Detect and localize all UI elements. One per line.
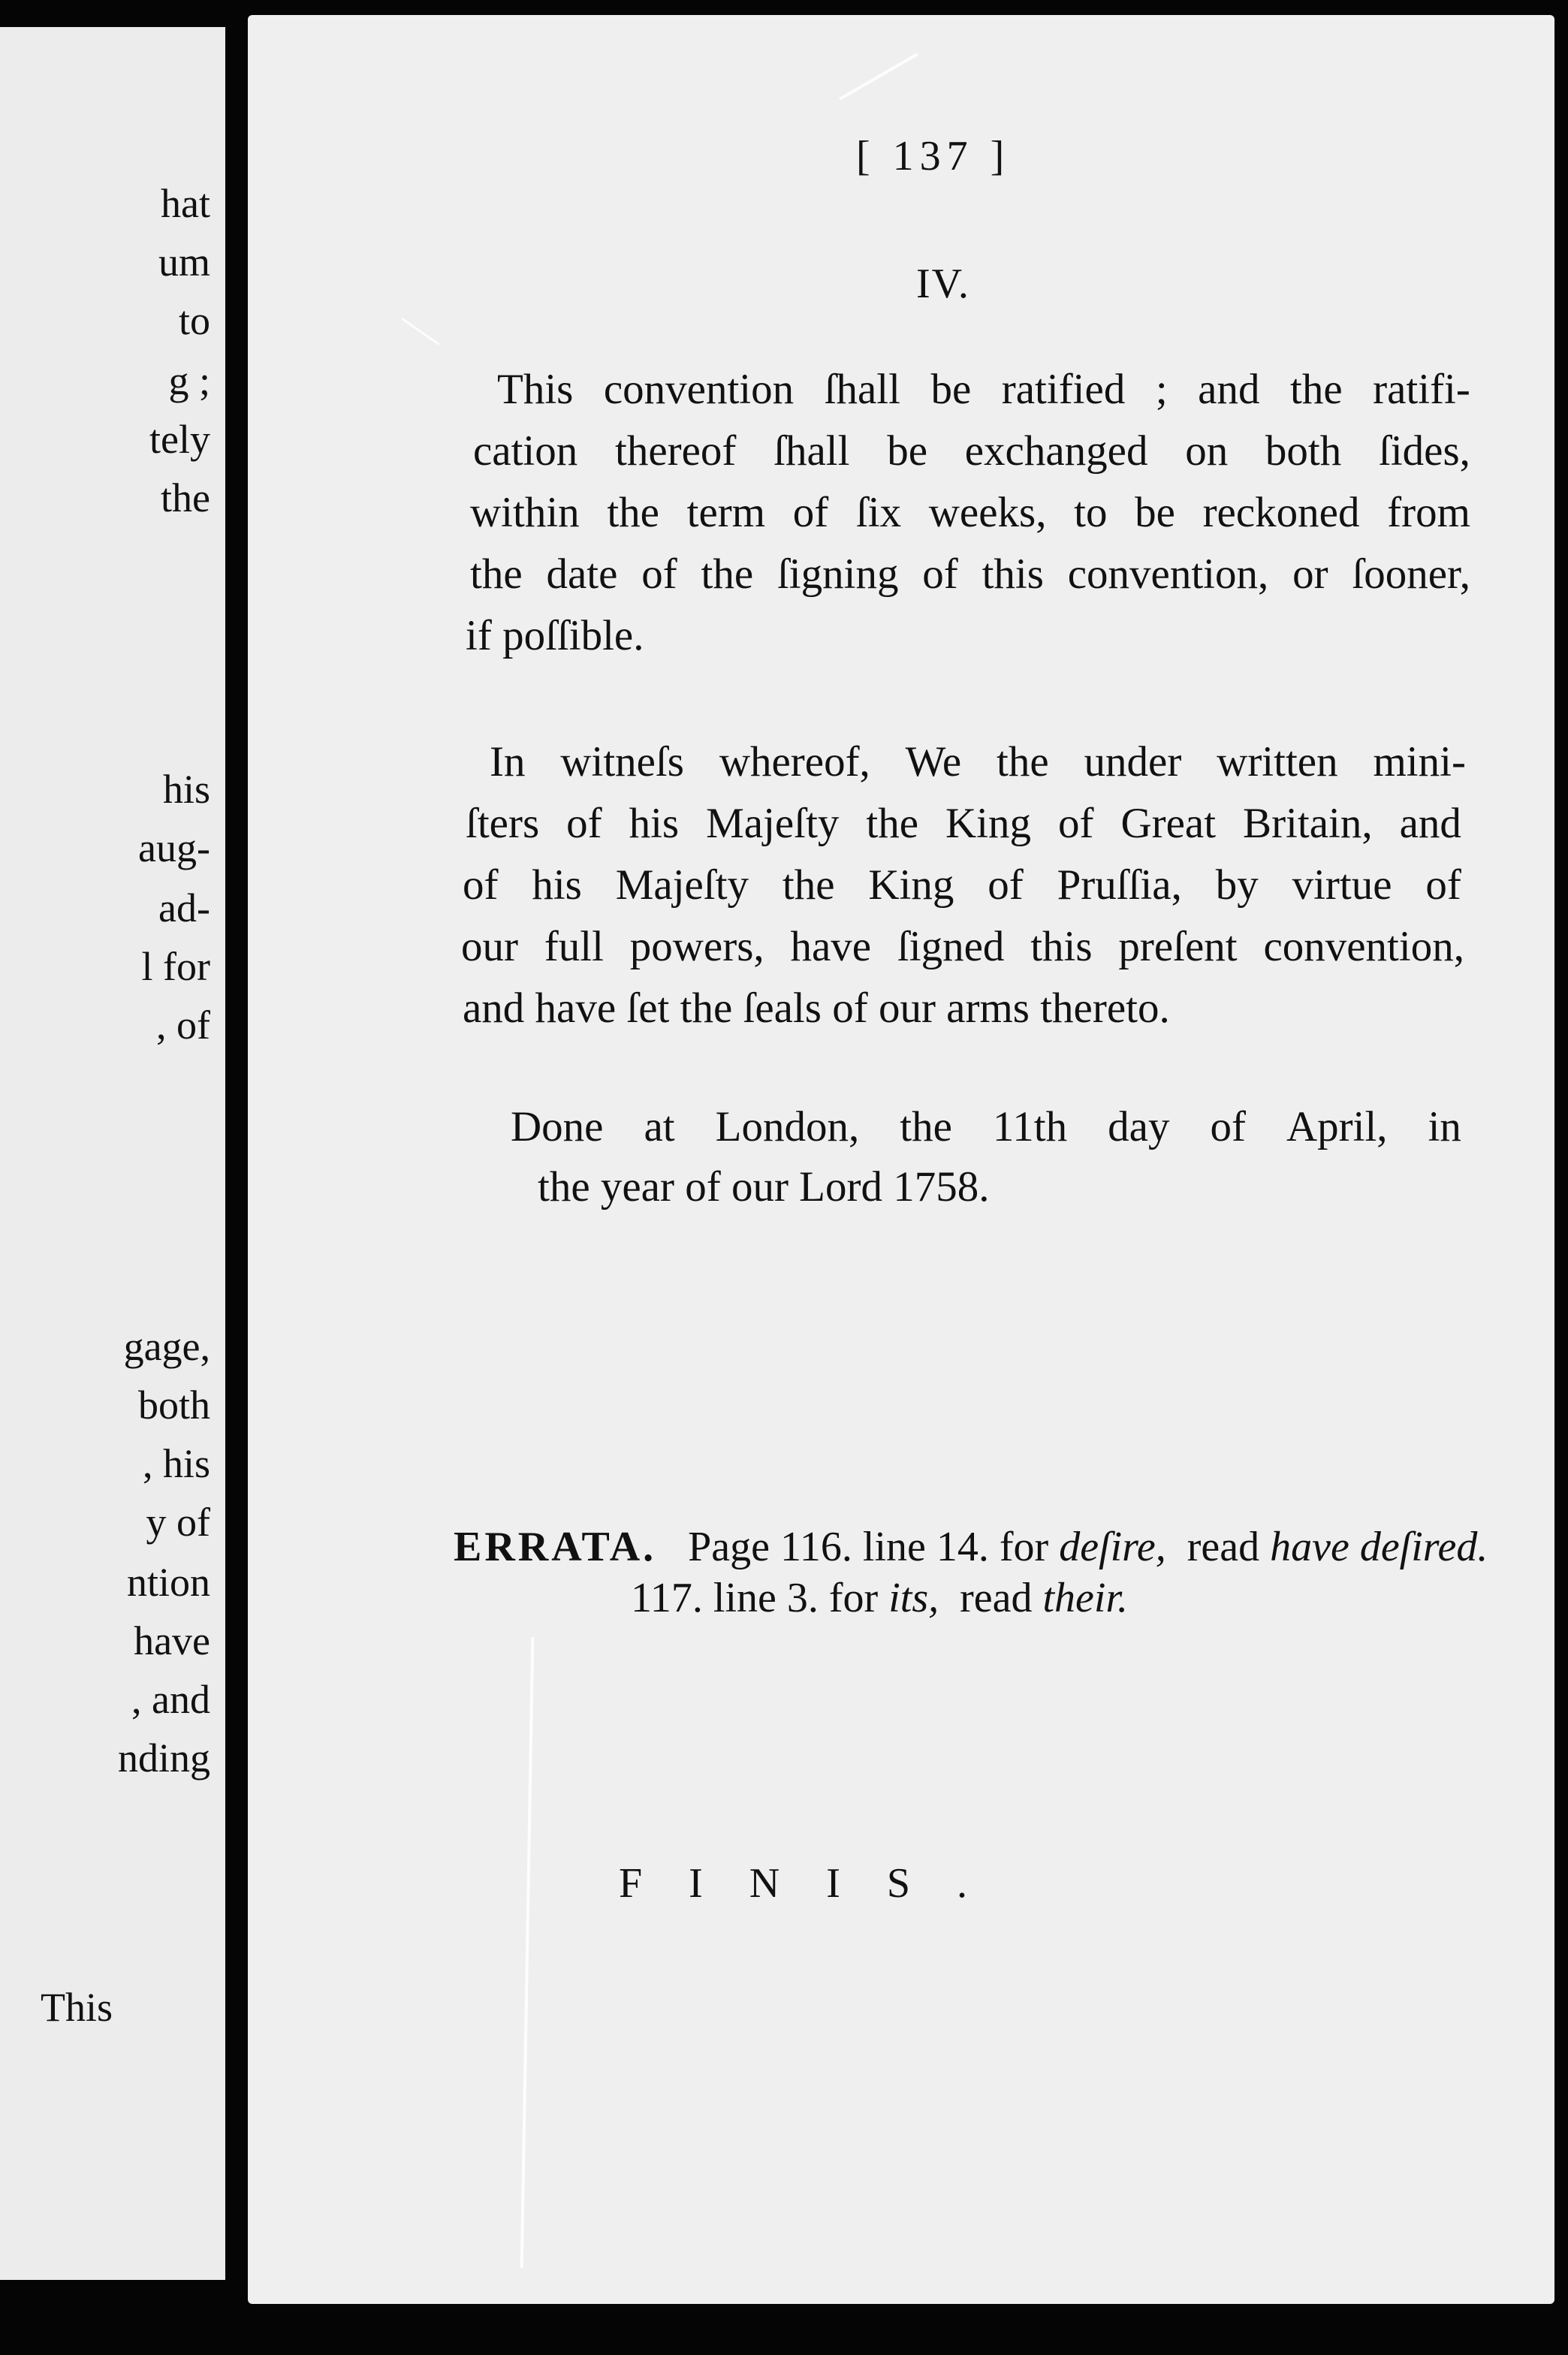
errata-read: read — [1187, 1524, 1260, 1570]
errata-wrong: deſire, — [1059, 1524, 1166, 1570]
facing-text-fragment: aug- — [138, 825, 210, 870]
errata-right: have deſired. — [1270, 1524, 1488, 1570]
scan-scratch-mark — [520, 1637, 535, 2268]
facing-text-fragment: ntion — [126, 1560, 210, 1605]
facing-text-fragment: g ; — [168, 358, 210, 403]
paragraph-line: This convention ſhall be ratified ; and the ratifi- — [497, 366, 1470, 413]
facing-text-fragment: his — [162, 767, 210, 812]
facing-text-fragment: hat — [161, 181, 210, 226]
errata-line-1 — [454, 1526, 1488, 1568]
facing-text-fragment: to — [178, 298, 210, 343]
paragraph-line: and have ſet the ſeals of our arms thereto. — [463, 985, 1170, 1032]
paragraph-line: cation thereof ſhall be exchanged on both ſides, — [473, 427, 1470, 475]
paragraph-line: within the term of ſix weeks, to be reckoned from — [470, 489, 1470, 536]
paragraph-line: In witneſs whereof, We the under written mini- — [490, 738, 1466, 786]
facing-text-fragment: l for — [141, 944, 210, 989]
facing-text-fragment: , of — [156, 1003, 210, 1048]
section-heading: IV. — [916, 261, 970, 307]
facing-page-fragment — [0, 27, 225, 2280]
errata-ref: 117. line 3. for — [631, 1575, 879, 1621]
paragraph-line: of his Majeſty the King of Pruſſia, by virtue of — [463, 861, 1461, 909]
scan-scratch-mark — [839, 53, 918, 100]
paragraph-line: Done at London, the 11th day of April, in — [511, 1103, 1461, 1150]
paragraph-line: our full powers, have ſigned this preſent convention, — [461, 923, 1464, 970]
facing-text-fragment: , and — [131, 1677, 210, 1722]
errata-label: ERRATA. — [454, 1524, 657, 1570]
scan-scratch-mark — [402, 318, 440, 345]
facing-text-fragment: ad- — [158, 885, 210, 930]
facing-text-fragment: nding — [117, 1735, 210, 1781]
facing-text-fragment: This — [40, 1985, 113, 2030]
facing-text-fragment: , his — [142, 1441, 210, 1486]
facing-text-fragment: tely — [149, 417, 210, 462]
page-number: [ 137 ] — [856, 133, 1011, 179]
errata-line-2 — [631, 1577, 1128, 1619]
errata-right: their. — [1042, 1575, 1129, 1621]
errata-wrong: its, — [888, 1575, 939, 1621]
facing-text-fragment: y of — [146, 1500, 210, 1545]
facing-text-fragment: gage, — [123, 1324, 210, 1369]
finis: FINIS. — [619, 1860, 1015, 1907]
errata-ref: Page 116. line 14. for — [688, 1524, 1049, 1570]
paragraph-line: the year of our Lord 1758. — [538, 1163, 990, 1211]
paragraph-line: ſters of his Majeſty the King of Great Britain, and — [466, 800, 1461, 847]
facing-text-fragment: both — [137, 1383, 210, 1428]
facing-text-fragment: have — [134, 1618, 210, 1663]
document-page — [248, 15, 1554, 2304]
facing-text-fragment: um — [158, 240, 210, 285]
facing-text-fragment: the — [161, 475, 210, 520]
paragraph-line: if poſſible. — [466, 612, 644, 659]
paragraph-line: the date of the ſigning of this convention, or ſooner, — [470, 550, 1470, 598]
errata-read: read — [960, 1575, 1033, 1621]
